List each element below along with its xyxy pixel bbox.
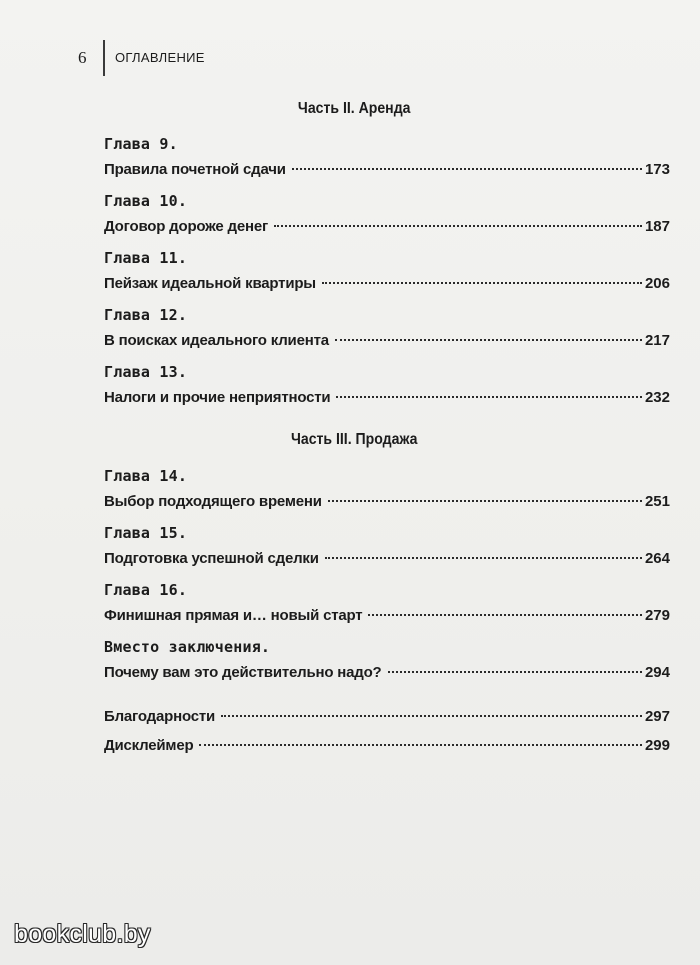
page-ref: 232 (644, 389, 670, 406)
chapter-label: Глава 10. (104, 192, 188, 210)
toc-entry (104, 466, 670, 514)
section-title: Благодарности (104, 708, 216, 725)
page-ref: 279 (644, 607, 670, 624)
dot-leader (335, 339, 642, 341)
page-number: 6 (78, 48, 87, 67)
toc-entry (104, 134, 670, 182)
chapter-title: Правила почетной сдачи (104, 161, 286, 178)
chapter-label: Глава 13. (104, 363, 188, 381)
page-ref: 297 (644, 708, 670, 725)
part-heading: Часть II. Аренда (297, 100, 411, 117)
chapter-title: В поисках идеального клиента (104, 332, 329, 349)
toc-entry (104, 705, 670, 729)
dot-leader (388, 671, 642, 673)
page-ref: 251 (644, 493, 670, 510)
chapter-label: Глава 16. (104, 581, 188, 599)
toc-entry (104, 580, 670, 628)
page-ref: 173 (644, 161, 670, 178)
toc-entry (104, 305, 670, 353)
page-ref: 294 (644, 664, 670, 681)
toc-entry (104, 191, 670, 239)
toc-entry (104, 248, 670, 296)
chapter-label: Глава 11. (104, 249, 188, 267)
page-ref: 264 (644, 550, 670, 567)
chapter-title: Выбор подходящего времени (104, 493, 322, 510)
chapter-title: Договор дороже денег (104, 218, 269, 235)
page-ref: 206 (644, 275, 670, 292)
chapter-title: Пейзаж идеальной квартиры (104, 275, 316, 292)
dot-leader (221, 715, 642, 717)
chapter-title: Финишная прямая и… новый старт (104, 607, 363, 624)
toc-entry (104, 523, 670, 571)
chapter-title: Налоги и прочие неприятности (104, 389, 331, 406)
section-title: Дисклеймер (104, 737, 194, 754)
dot-leader (292, 168, 642, 170)
toc-entry (104, 734, 670, 758)
chapter-label: Вместо заключения. (104, 638, 271, 656)
dot-leader (322, 282, 642, 284)
part-heading: Часть III. Продажа (290, 431, 418, 448)
chapter-label: Глава 9. (104, 135, 178, 153)
chapter-title: Подготовка успешной сделки (104, 550, 319, 567)
chapter-title: Почему вам это действительно надо? (104, 664, 382, 681)
toc-entry (104, 362, 670, 410)
dot-leader (328, 500, 642, 502)
dot-leader (325, 557, 642, 559)
toc-entry (104, 637, 670, 685)
header-divider (103, 40, 105, 76)
dot-leader (368, 614, 642, 616)
page-ref: 217 (644, 332, 670, 349)
page-ref: 187 (644, 218, 670, 235)
running-header: ОГЛАВЛЕНИЕ (115, 50, 205, 65)
dot-leader (274, 225, 642, 227)
chapter-label: Глава 14. (104, 467, 188, 485)
dot-leader (336, 396, 642, 398)
chapter-label: Глава 15. (104, 524, 188, 542)
watermark: bookclub.by (14, 920, 151, 948)
dot-leader (199, 744, 642, 746)
chapter-label: Глава 12. (104, 306, 188, 324)
page-ref: 299 (644, 737, 670, 754)
